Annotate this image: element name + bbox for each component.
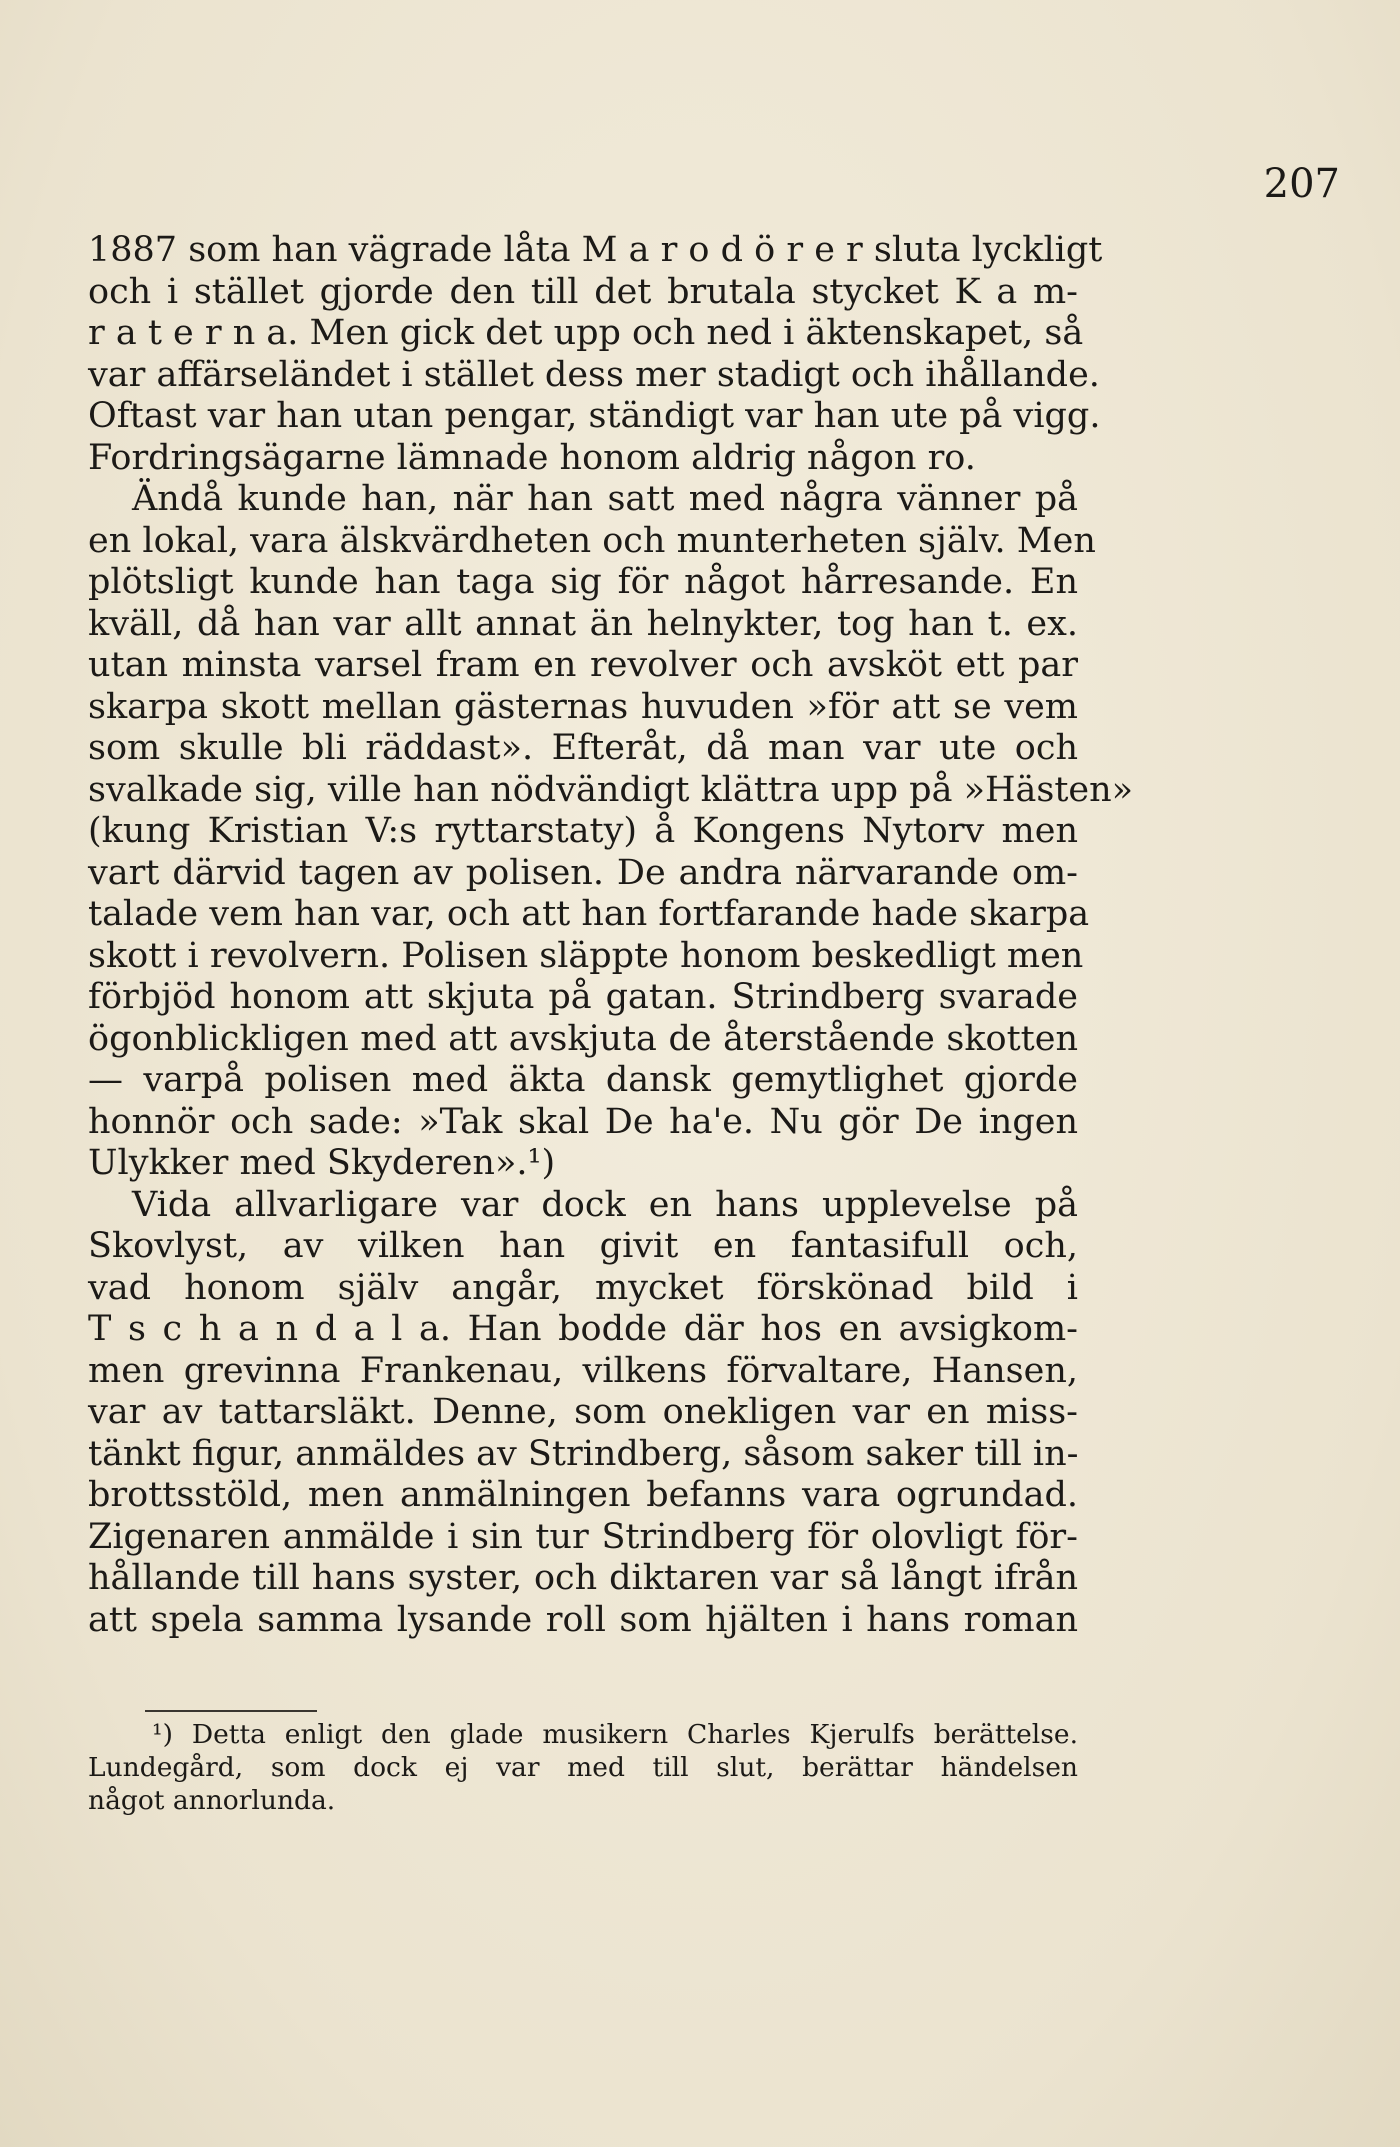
text-line: r a t e r n a. Men gick det upp och ned i äktenskapet, så bbox=[88, 313, 1084, 353]
text-line: vad honom själv angår, mycket förskönad bild i bbox=[88, 1267, 1078, 1308]
text-line: — varpå polisen med äkta dansk gemytlighet gjorde bbox=[88, 1060, 1078, 1100]
footnote-line: Lundegård, som dock ej var med till slut, berättar händelsen bbox=[88, 1752, 1078, 1783]
text-line: Skovlyst, av vilken han givit en fantasifull och, bbox=[88, 1226, 1078, 1266]
text-line: honnör och sade: »Tak skal De ha'e. Nu gör De ingen bbox=[88, 1101, 1078, 1142]
text-line: 1887 som han vägrade låta M a r o d ö r e r sluta lyckligt bbox=[88, 230, 1103, 270]
text-line: hållande till hans syster, och diktaren var så långt ifrån bbox=[88, 1558, 1078, 1598]
text-line: Zigenaren anmälde i sin tur Strindberg för olovligt för- bbox=[88, 1516, 1078, 1557]
text-line: en lokal, vara älskvärdheten och munterheten själv. Men bbox=[88, 520, 1096, 561]
text-line: var affärseländet i stället dess mer stadigt och ihållande. bbox=[88, 354, 1100, 395]
text-line: talade vem han var, och att han fortfarande hade skarpa bbox=[88, 894, 1090, 934]
text-line: Ulykker med Skyderen».¹) bbox=[88, 1143, 556, 1183]
text-line: Fordringsägarne lämnade honom aldrig någon ro. bbox=[88, 437, 976, 478]
text-line: T s c h a n d a l a. Han bodde där hos en avsigkom- bbox=[88, 1309, 1078, 1349]
text-line: Oftast var han utan pengar, ständigt var han ute på vigg. bbox=[88, 396, 1101, 436]
text-line: vart därvid tagen av polisen. De andra närvarande om- bbox=[88, 852, 1078, 893]
text-line: ögonblickligen med att avskjuta de återstående skotten bbox=[88, 1018, 1078, 1059]
text-line: men grevinna Frankenau, vilkens förvaltare, Hansen, bbox=[88, 1350, 1078, 1391]
footnote-line: ¹) Detta enligt den glade musikern Charles Kjerulfs berättelse. bbox=[152, 1719, 1078, 1750]
text-line: förbjöd honom att skjuta på gatan. Strindberg svarade bbox=[88, 977, 1078, 1017]
paragraph-start-line: Ändå kunde han, när han satt med några vänner på bbox=[132, 479, 1078, 519]
footnote-divider bbox=[145, 1710, 317, 1712]
text-line: svalkade sig, ville han nödvändigt klättra upp på »Hästen» bbox=[88, 769, 1134, 810]
text-line: kväll, då han var allt annat än helnykter, tog han t. ex. bbox=[88, 603, 1078, 644]
footnotes bbox=[88, 1718, 1078, 1817]
text-line: (kung Kristian V:s ryttarstaty) å Kongens Nytorv men bbox=[88, 811, 1078, 851]
text-line: som skulle bli räddast». Efteråt, då man var ute och bbox=[88, 728, 1078, 768]
text-line: skott i revolvern. Polisen släppte honom beskedligt men bbox=[88, 935, 1084, 976]
text-line: var av tattarsläkt. Denne, som onekligen var en miss- bbox=[88, 1392, 1078, 1432]
footnote-line: något annorlunda. bbox=[88, 1785, 336, 1816]
text-line: brottsstöld, men anmälningen befanns vara ogrundad. bbox=[88, 1475, 1078, 1515]
paragraph-start-line: Vida allvarligare var dock en hans upplevelse på bbox=[132, 1184, 1078, 1225]
text-line: skarpa skott mellan gästernas huvuden »för att se vem bbox=[88, 686, 1078, 727]
text-line: att spela samma lysande roll som hjälten i hans roman bbox=[88, 1599, 1078, 1640]
text-line: och i stället gjorde den till det brutala stycket K a m- bbox=[88, 271, 1078, 312]
page-number: 207 bbox=[1263, 161, 1340, 207]
text-line: utan minsta varsel fram en revolver och avsköt ett par bbox=[88, 645, 1078, 685]
text-line: tänkt figur, anmäldes av Strindberg, såsom saker till in- bbox=[88, 1433, 1079, 1474]
body-text bbox=[88, 230, 1134, 1641]
text-line: plötsligt kunde han taga sig för något hårresande. En bbox=[88, 562, 1078, 602]
